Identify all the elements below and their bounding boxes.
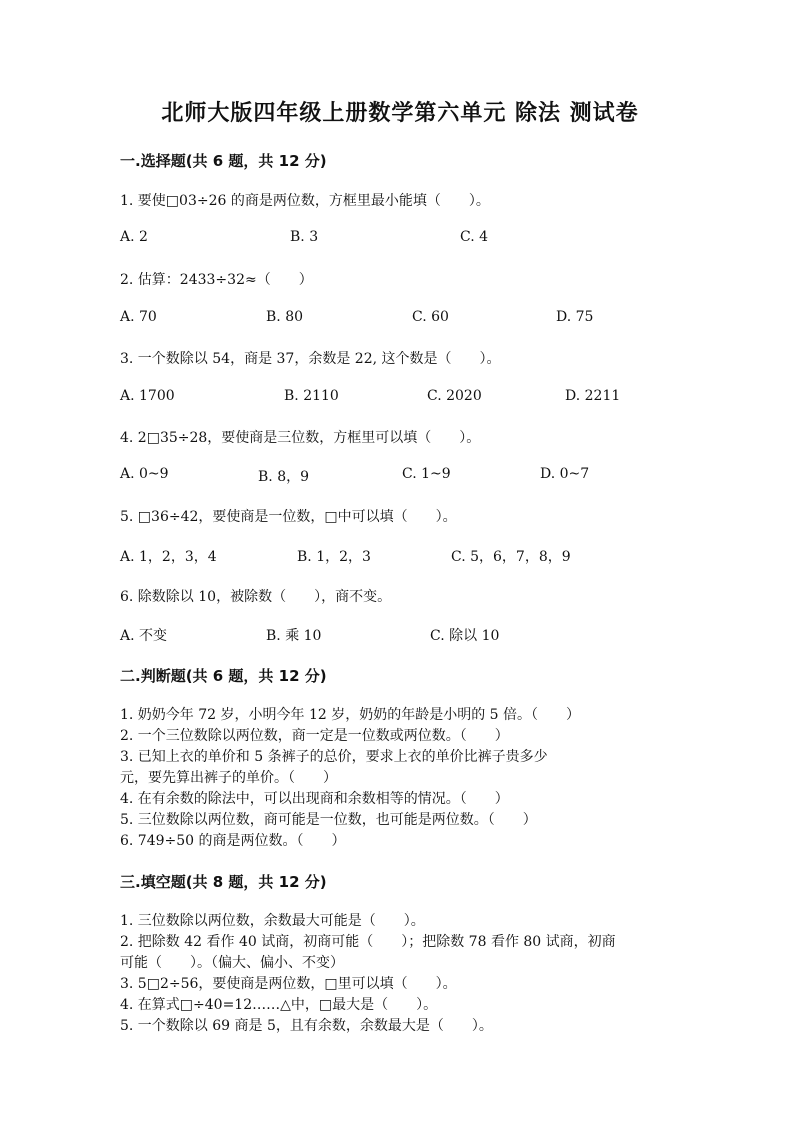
judgement-line-6: 6. 749÷50 的商是两位数。（ ） <box>120 833 346 849</box>
option-1-3-d: D. 2211 <box>565 388 621 404</box>
fill-line-5: 5. 一个数除以 69 商是 5，且有余数，余数最大是（ ）。 <box>120 1018 493 1034</box>
judgement-line-4: 4. 在有余数的除法中，可以出现商和余数相等的情况。（ ） <box>120 791 509 807</box>
judgement-line-1: 1. 奶奶今年 72 岁，小明今年 12 岁，奶奶的年龄是小明的 5 倍。（ ） <box>120 707 581 723</box>
fill-line-4: 4. 在算式□÷40=12……△中，□最大是（ ）。 <box>120 997 438 1013</box>
option-1-1-c: C. 4 <box>460 229 489 245</box>
question-1-4: 4. 2□35÷28，要使商是三位数，方框里可以填（ ）。 <box>120 430 481 446</box>
option-1-1-b: B. 3 <box>290 229 319 245</box>
option-1-5-a: A. 1，2，3，4 <box>120 549 217 565</box>
option-1-6-b: B. 乘 10 <box>266 628 322 644</box>
option-1-2-d: D. 75 <box>556 309 594 325</box>
option-1-2-c: C. 60 <box>412 309 449 325</box>
option-1-6-c: C. 除以 10 <box>430 628 500 644</box>
option-1-4-d: D. 0~7 <box>540 466 590 482</box>
question-1-2: 2. 估算：2433÷32≈（ ） <box>120 272 313 288</box>
judgement-line-3: 3. 已知上衣的单价和 5 条裤子的总价，要求上衣的单价比裤子贵多少 <box>120 749 548 765</box>
option-1-6-a: A. 不变 <box>120 628 168 644</box>
option-1-3-c: C. 2020 <box>427 388 482 404</box>
option-1-1-a: A. 2 <box>120 229 148 245</box>
question-1-1: 1. 要使□03÷26 的商是两位数，方框里最小能填（ ）。 <box>120 193 490 209</box>
section-heading-choice: 一.选择题(共 6 题，共 12 分) <box>120 152 327 170</box>
section-heading-judgement: 二.判断题(共 6 题，共 12 分) <box>120 667 327 685</box>
question-1-6: 6. 除数除以 10，被除数（ ），商不变。 <box>120 589 392 605</box>
option-1-4-a: A. 0~9 <box>120 466 169 482</box>
fill-line-1: 1. 三位数除以两位数，余数最大可能是（ ）。 <box>120 913 425 929</box>
option-1-3-b: B. 2110 <box>284 388 339 404</box>
judgement-line-2: 2. 一个三位数除以两位数，商一定是一位数或两位数。（ ） <box>120 728 509 744</box>
fill-line-2-cont: 可能（ ）。（偏大、偏小、不变） <box>120 955 344 971</box>
question-1-3: 3. 一个数除以 54，商是 37，余数是 22, 这个数是（ ）。 <box>120 351 501 367</box>
fill-line-2: 2. 把除数 42 看作 40 试商，初商可能（ ）；把除数 78 看作 80 试商，初商 <box>120 934 616 950</box>
option-1-5-b: B. 1，2，3 <box>297 549 371 565</box>
fill-line-3: 3. 5□2÷56，要使商是两位数，□里可以填（ ）。 <box>120 976 457 992</box>
section-heading-fill-blank: 三.填空题(共 8 题，共 12 分) <box>120 873 327 891</box>
judgement-line-3-cont: 元，要先算出裤子的单价。（ ） <box>120 770 337 786</box>
option-1-3-a: A. 1700 <box>120 388 175 404</box>
option-1-4-c: C. 1~9 <box>402 466 451 482</box>
option-1-2-b: B. 80 <box>266 309 304 325</box>
option-1-4-b: B. 8，9 <box>258 469 310 485</box>
judgement-line-5: 5. 三位数除以两位数，商可能是一位数，也可能是两位数。（ ） <box>120 812 537 828</box>
option-1-2-a: A. 70 <box>120 309 157 325</box>
page-title: 北师大版四年级上册数学第六单元 除法 测试卷 <box>161 101 639 126</box>
option-1-5-c: C. 5，6，7，8，9 <box>451 549 571 565</box>
question-1-5: 5. □36÷42，要使商是一位数，□中可以填（ ）。 <box>120 509 457 525</box>
